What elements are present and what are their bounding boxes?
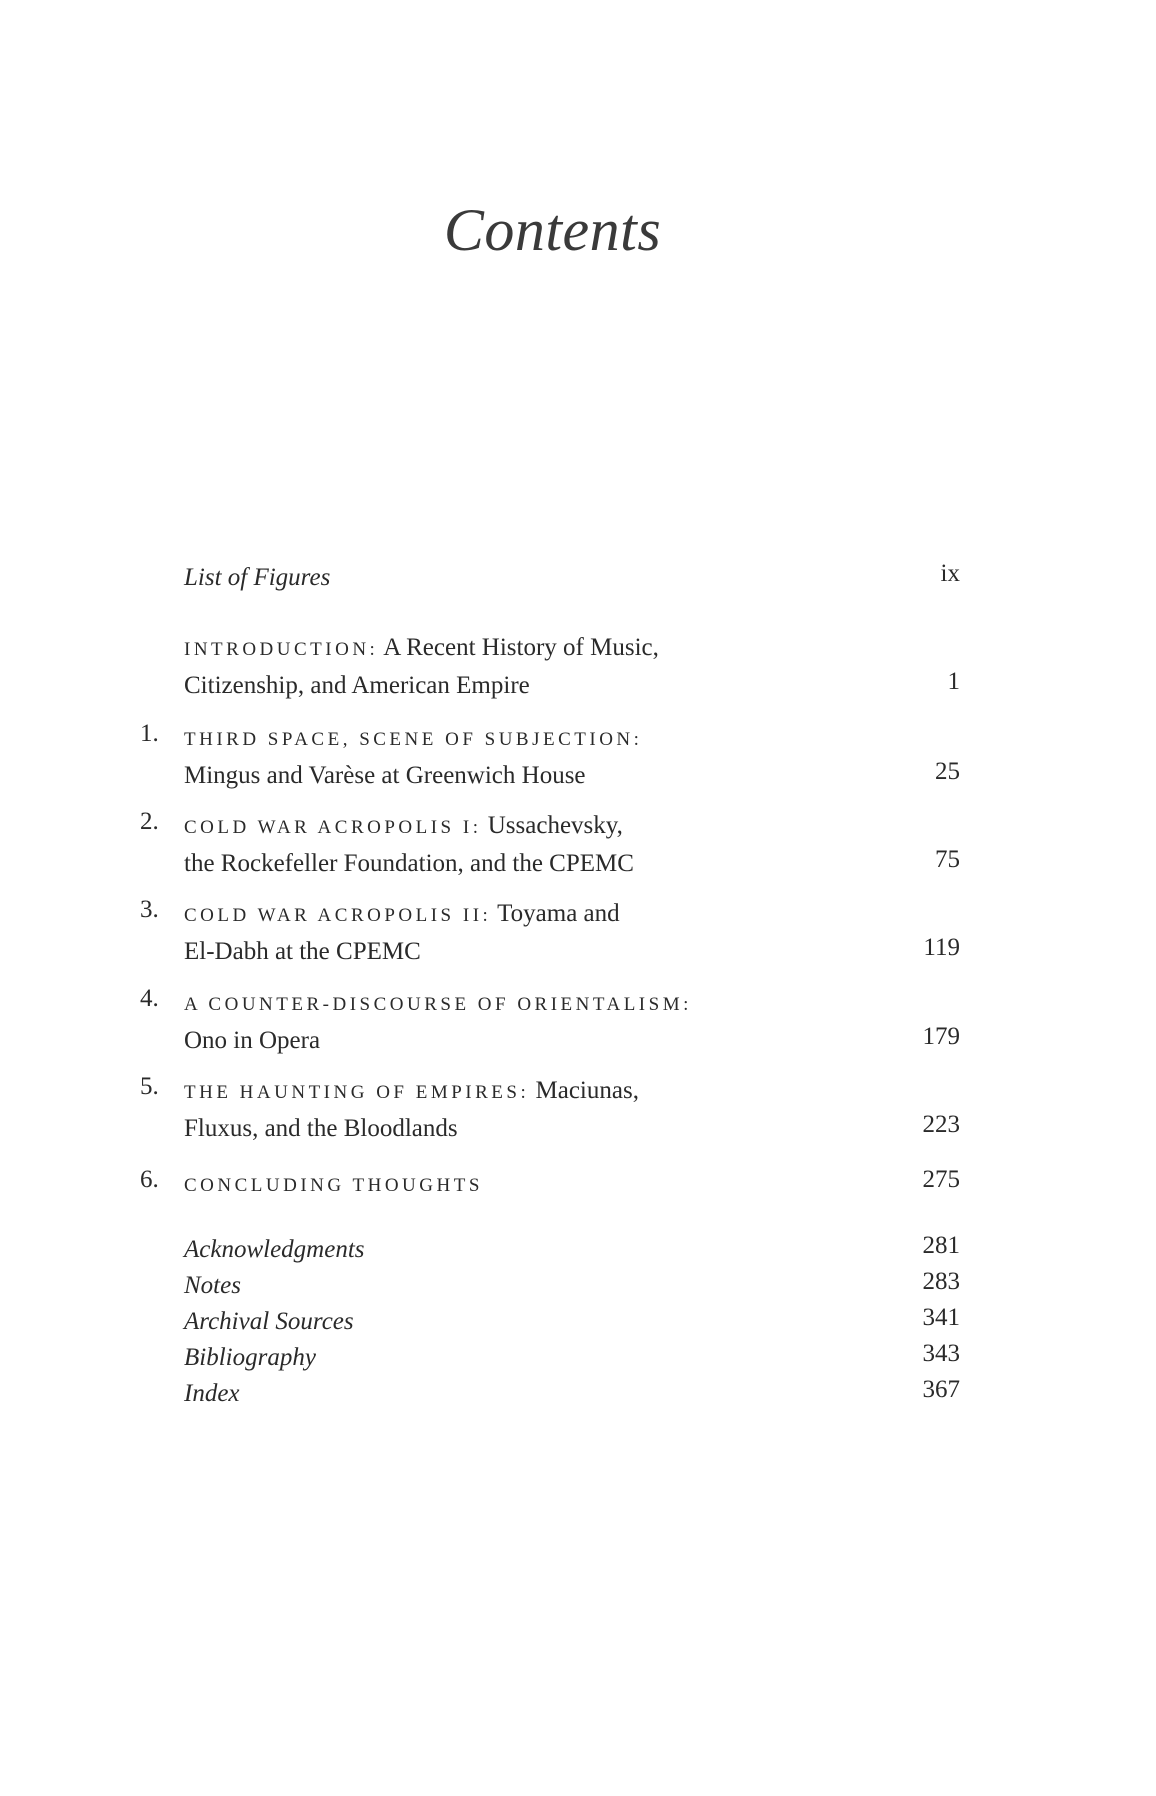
page-title: Contents (443, 197, 662, 263)
toc-entry-page: ix (940, 560, 960, 587)
toc-entry-page: 179 (922, 1023, 960, 1050)
toc-entry-subtitle-line2: the Rockefeller Foundation, and the CPEMC (184, 850, 634, 877)
toc-entry-page: 75 (935, 846, 960, 873)
toc-entry-title (184, 630, 884, 704)
toc-entry-subtitle: Toyama and (497, 900, 620, 927)
toc-entry-page: 1 (947, 668, 960, 695)
chapter-number: 2. (140, 808, 159, 835)
toc-entry-heading: THE HAUNTING OF EMPIRES: (184, 1082, 530, 1103)
toc-entry-label: Acknowledgments (184, 1236, 365, 1263)
toc-entry-label: Bibliography (184, 1344, 316, 1371)
toc-entry-page: 367 (922, 1376, 960, 1403)
toc-entry-page: 281 (922, 1232, 960, 1259)
toc-entry-page: 275 (922, 1166, 960, 1193)
toc-entry-title (184, 896, 884, 970)
toc-entry-subtitle-line2: Ono in Opera (184, 1027, 321, 1054)
toc-entry-subtitle-line2: Mingus and Varèse at Greenwich House (184, 762, 586, 789)
toc-entry-page: 119 (923, 934, 960, 961)
chapter-number: 1. (140, 720, 159, 747)
toc-entry-subtitle: A Recent History of Music, (383, 634, 659, 661)
toc-entry-heading: CONCLUDING THOUGHTS (184, 1175, 483, 1196)
toc-entry-label: Notes (184, 1272, 241, 1299)
toc-entry-subtitle: Maciunas, (535, 1077, 639, 1104)
toc-entry-heading: A COUNTER-DISCOURSE OF ORIENTALISM: (184, 994, 692, 1015)
toc-entry-heading: THIRD SPACE, SCENE OF SUBJECTION: (184, 729, 643, 750)
chapter-number: 3. (140, 896, 159, 923)
toc-entry-title (184, 985, 884, 1059)
toc-entry-page: 343 (922, 1340, 960, 1367)
toc-entry-page: 283 (922, 1268, 960, 1295)
toc-entry-heading: COLD WAR ACROPOLIS I: (184, 817, 482, 838)
toc-entry-title (184, 808, 884, 882)
toc-entry-page: 25 (935, 758, 960, 785)
toc-entry-subtitle-line2: El-Dabh at the CPEMC (184, 938, 421, 965)
toc-entry-heading: COLD WAR ACROPOLIS II: (184, 905, 492, 926)
toc-entry-label: Archival Sources (184, 1308, 354, 1335)
chapter-number: 5. (140, 1073, 159, 1100)
toc-entry-subtitle-line2: Citizenship, and American Empire (184, 672, 530, 699)
toc-entry-heading: INTRODUCTION: (184, 639, 379, 660)
toc-entry-page: 223 (922, 1111, 960, 1138)
toc-entry-subtitle: Ussachevsky, (487, 812, 623, 839)
toc-entry-title (184, 1073, 884, 1147)
toc-entry-title (184, 1166, 884, 1204)
toc-entry-page: 341 (922, 1304, 960, 1331)
toc-entry-title (184, 720, 884, 794)
toc-entry-subtitle-line2: Fluxus, and the Bloodlands (184, 1115, 458, 1142)
toc-entry-label: List of Figures (184, 564, 331, 591)
chapter-number: 6. (140, 1166, 159, 1193)
chapter-number: 4. (140, 985, 159, 1012)
toc-entry-label: Index (184, 1380, 240, 1407)
